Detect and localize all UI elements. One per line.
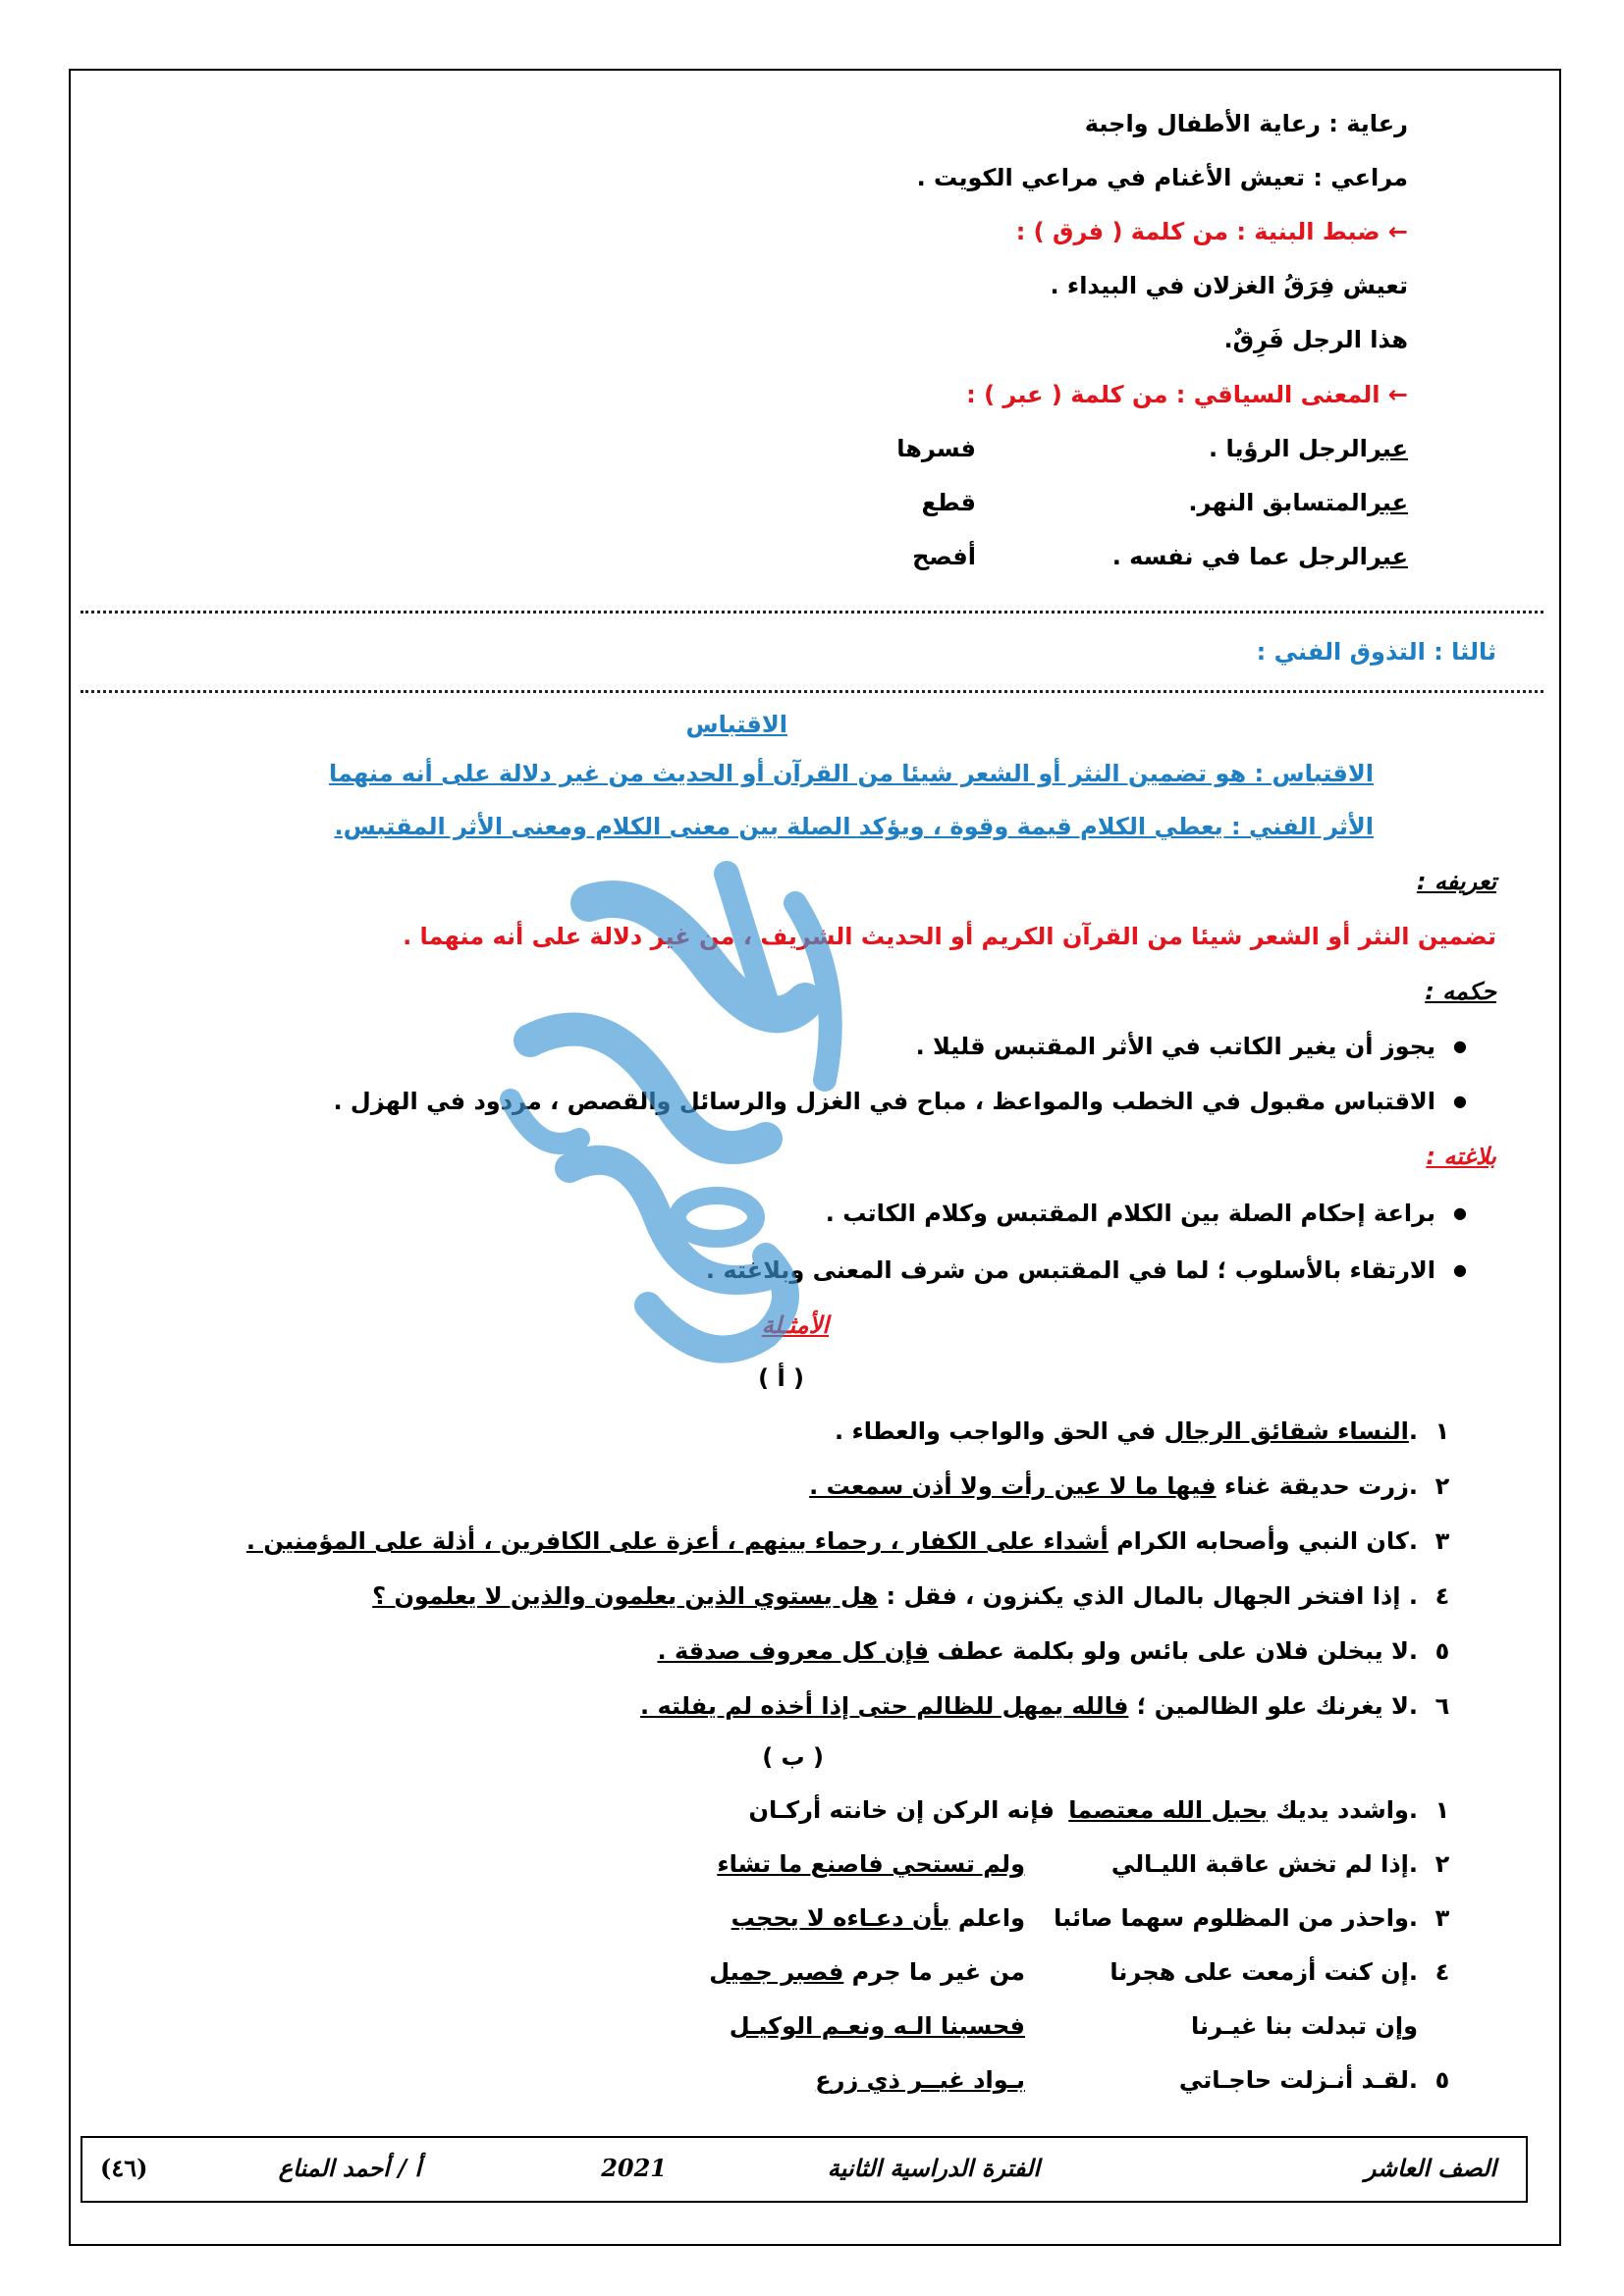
example-b-3-first: ٣.واحذر من المظلوم سهما صائبا — [1054, 1904, 1450, 1932]
example-b-2-first: ٢.إذا لم تخش عاقبة الليـالي — [1110, 1850, 1450, 1878]
ruling-bullet-1: ● يجوز أن يغير الكاتب في الأثر المقتبس قليلا . — [916, 1033, 1467, 1060]
example-a-4: ٤. إذا افتخر الجهال بالمال الذي يكنزون ، فقل : هل يستوي الذين يعلمون والذين لا يعلمون ؟ — [372, 1582, 1450, 1610]
examples-title: الأمثـلة — [761, 1311, 829, 1339]
example-b-4-second: من غير ما جرم فصبر جميل — [709, 1958, 1025, 1986]
line-fariq: هذا الرجل فَرِقٌ. — [1223, 326, 1408, 353]
definition-title: تعريفه : — [1416, 868, 1496, 895]
eloquence-bullet-1: ● براعة إحكام الصلة بين الكلام المقتبس وكلام الكاتب . — [826, 1200, 1467, 1227]
example-b-3-second: واعلم بأن دعـاءه لا يحجب — [731, 1904, 1025, 1932]
heading-context-meaning: ← المعنى السياقي : من كلمة ( عبر ) : — [966, 381, 1408, 408]
group-a-label: ( أ ) — [758, 1364, 804, 1392]
footer-author: أ / أحمد المناع — [278, 2154, 421, 2182]
example-a-1: ١.النساء شقائق الرجال في الحق والواجب والعطاء . — [835, 1417, 1450, 1445]
meaning-sentence-3: عبرالرجل عما في نفسه . — [1111, 543, 1408, 570]
example-b-1-second: فإنه الركن إن خانته أركـان — [748, 1796, 1055, 1824]
footer-grade: الصف العاشر — [1364, 2154, 1496, 2182]
example-a-2: ٢.زرت حديقة غناء فيها ما لا عين رأت ولا أذن سمعت . — [809, 1472, 1450, 1500]
ruling-title: حكمه : — [1425, 978, 1496, 1005]
author-watermark-logo — [471, 844, 943, 1394]
footer-term: الفترة الدراسية الثانية — [827, 2154, 1040, 2182]
example-b-4b-second: فحسبنا الـه ونعـم الوكيـل — [729, 2012, 1025, 2040]
ruling-bullet-2: ● الاقتباس مقبول في الخطب والمواعظ ، مباح في الغزل والرسائل والقصص ، مردود في الهزل . — [333, 1088, 1467, 1115]
meaning-sentence-2: عبرالمتسابق النهر. — [1188, 489, 1408, 516]
example-b-5-first: ٥.لقـد أنـزلت حاجـاتي — [1178, 2066, 1450, 2094]
eloquence-title: بلاغته : — [1426, 1143, 1496, 1170]
line-firaq: تعيش فِرَقُ الغزلان في البيداء . — [1050, 272, 1408, 299]
iqtibas-heading: الاقتباس — [685, 711, 787, 738]
meaning-sentence-1: عبرالرجل الرؤيا . — [1209, 435, 1408, 462]
example-b-4-first: ٤.إن كنت أزمعت على هجرنا — [1110, 1958, 1450, 1986]
definition-text: تضمين النثر أو الشعر شيئا من القرآن الكريم أو الحديث الشريف ، من غير دلالة على أنه منهما . — [403, 923, 1496, 950]
group-b-label: ( ب ) — [762, 1743, 824, 1771]
example-a-6: ٦.لا يغرنك علو الظالمين ؛ فالله يمهل للظالم حتى إذا أخذه لم يفلته . — [640, 1692, 1450, 1720]
line-maraai: مراعي : تعيش الأغنام في مراعي الكويت . — [916, 164, 1408, 191]
example-b-4b-first: وإن تبدلت بنا غيـرنا — [1191, 2012, 1418, 2040]
iqtibas-effect: الأثر الفني : يعطي الكلام قيمة وقوة ، ويؤكد الصلة بين معنى الكلام ومعنى الأثر المقتبس. — [334, 813, 1374, 840]
line-riaya: رعاية : رعاية الأطفال واجبة — [1084, 110, 1408, 137]
meaning-word-1: فسرها — [896, 435, 976, 462]
example-b-2-second: ولم تستحي فاصنع ما تشاء — [717, 1850, 1025, 1878]
section-title: ثالثا : التذوق الفني : — [1256, 638, 1496, 666]
page-footer — [81, 2136, 1528, 2203]
iqtibas-definition: الاقتباس : هو تضمين النثر أو الشعر شيئا من القرآن أو الحديث من غير دلالة على أنه منهما — [328, 760, 1374, 787]
example-a-3: ٣.كان النبي وأصحابه الكرام أشداء على الكفار ، رحماء بينهم ، أعزة على الكافرين ، أذلة على المؤمنين . — [245, 1527, 1450, 1555]
meaning-word-2: قطع — [921, 489, 976, 516]
footer-year: 2021 — [601, 2154, 667, 2182]
example-a-5: ٥.لا يبخلن فلان على بائس ولو بكلمة عطف فإن كل معروف صدقة . — [657, 1637, 1450, 1665]
example-b-5-second: بـواد غيــر ذي زرع — [815, 2066, 1025, 2094]
example-b-1-first: ١.واشدد يديك بحبل الله معتصما — [1068, 1796, 1450, 1824]
heading-structure: ← ضبط البنية : من كلمة ( فرق ) : — [1015, 218, 1408, 245]
footer-page-number: (٤٦) — [100, 2154, 148, 2182]
eloquence-bullet-2: ● الارتقاء بالأسلوب ؛ لما في المقتبس من شرف المعنى وبلاغته . — [706, 1256, 1467, 1284]
meaning-word-3: أفصح — [912, 543, 976, 570]
